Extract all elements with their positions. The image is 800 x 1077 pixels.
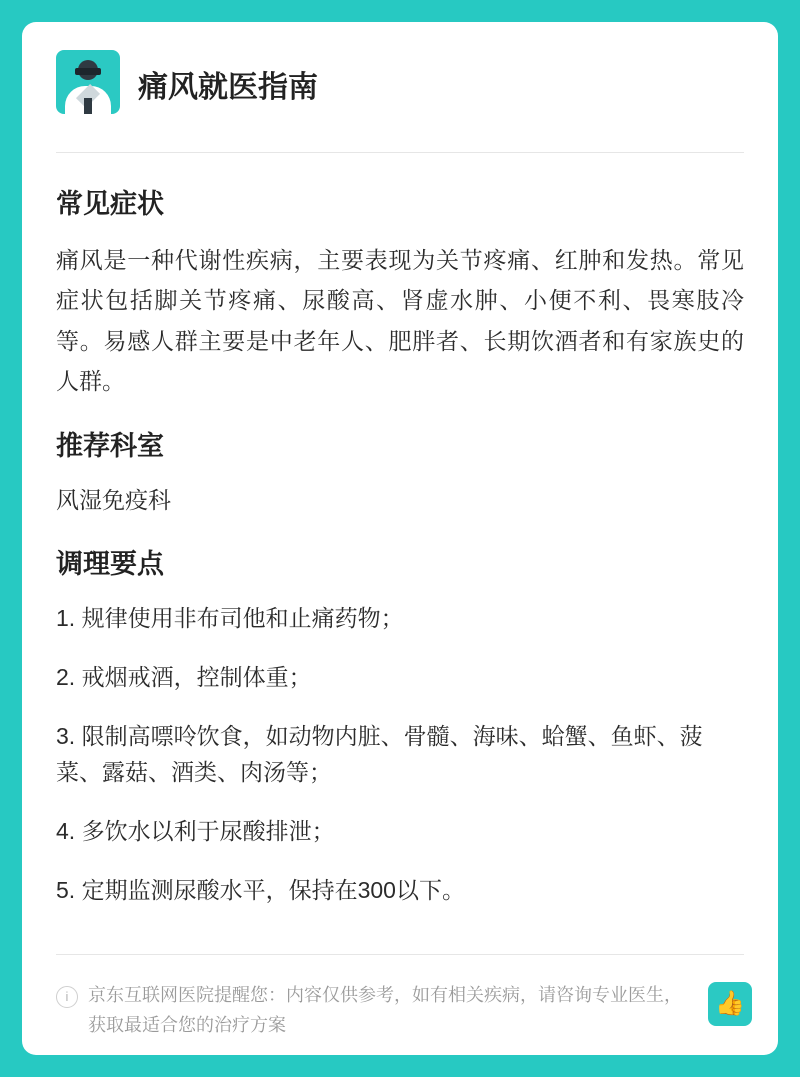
card-content: [56, 153, 744, 909]
card-header: [56, 48, 744, 128]
tips-list: [56, 600, 744, 909]
doctor-avatar-icon: [56, 50, 120, 114]
avatar-tie: [84, 98, 92, 114]
section-heading-department: 推荐科室: [56, 431, 164, 462]
list-item: 5. 定期监测尿酸水平，保持在300以下。: [56, 877, 465, 904]
section-heading-tips: 调理要点: [56, 548, 164, 579]
footer: [56, 980, 752, 1041]
footer-divider: [56, 954, 744, 955]
list-item: 3. 限制高嘌呤饮食，如动物内脏、骨髓、海味、蛤蟹、鱼虾、菠菜、露菇、酒类、肉汤等；: [56, 722, 703, 786]
list-item: 2. 戒烟戒酒，控制体重；: [56, 663, 312, 690]
avatar-glasses: [75, 68, 101, 75]
list-item: 1. 规律使用非布司他和止痛药物；: [56, 605, 404, 632]
page-title: 痛风就医指南: [138, 71, 318, 104]
thumbs-up-icon[interactable]: [708, 982, 752, 1026]
guide-card: [22, 22, 778, 1055]
section-text-symptoms: 痛风是一种代谢性疾病，主要表现为关节疼痛、红肿和发热。常见症状包括脚关节疼痛、尿酸高、肾虚水肿、小便不利、畏寒肢冷等。易感人群主要是中老年人、肥胖者、长期饮酒者和有家族史的人群。: [56, 247, 744, 394]
section-heading-symptoms: 常见症状: [56, 189, 164, 219]
section-text-department: 风湿免疫科: [56, 487, 171, 514]
info-circle-icon: i: [56, 986, 78, 1008]
list-item: 4. 多饮水以利于尿酸排泄；: [56, 818, 335, 845]
disclaimer-text: 京东互联网医院提醒您：内容仅供参考，如有相关疾病，请咨询专业医生，获取最适合您的治疗方案: [88, 984, 682, 1036]
thumbs-up-glyph: 👍: [715, 989, 745, 1017]
